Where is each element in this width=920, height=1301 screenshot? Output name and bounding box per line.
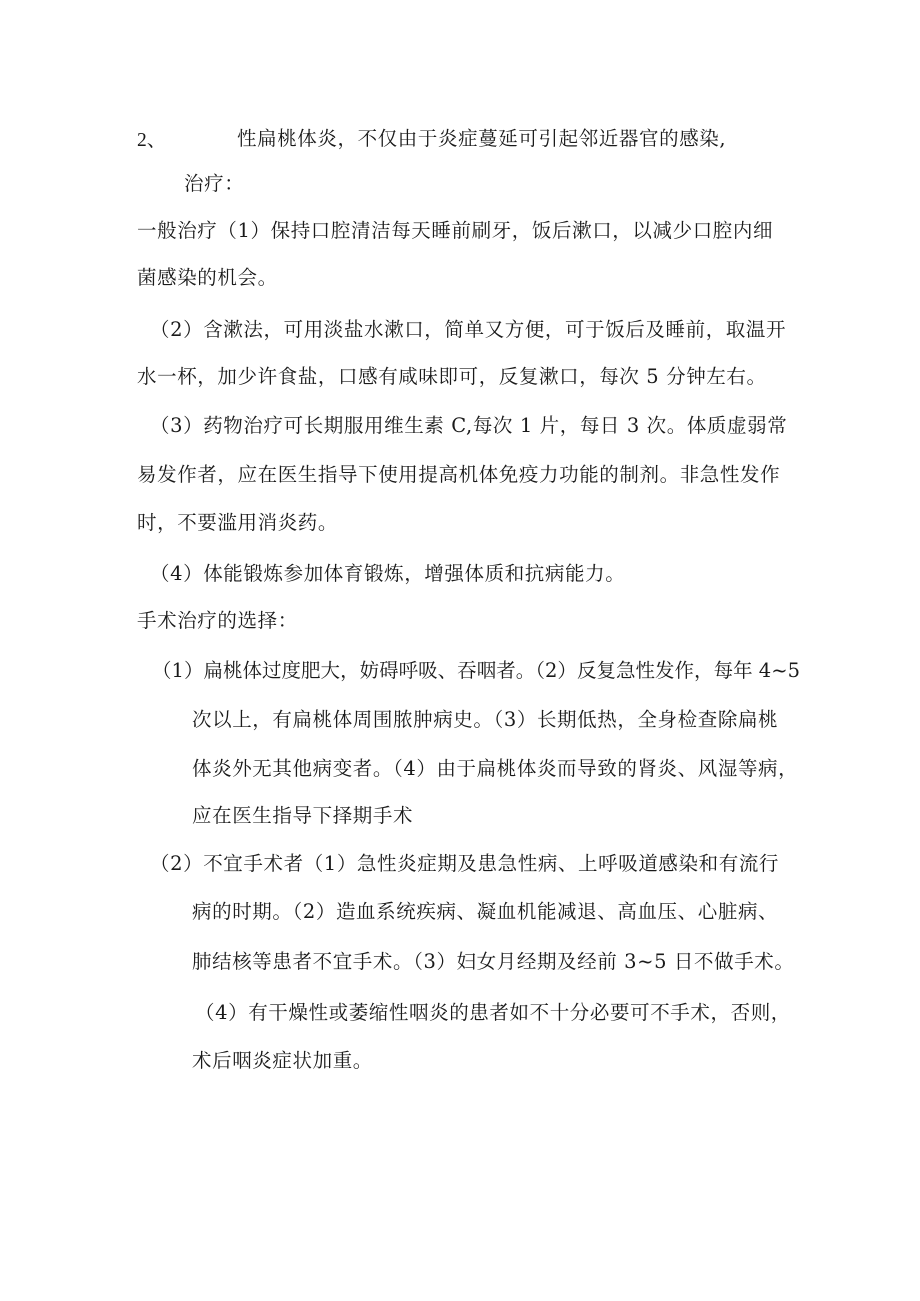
treatment-label: 治疗： (184, 172, 245, 195)
general-item3-line1: （3）药物治疗可长期服用维生素 C,每次 1 片，每日 3 次。体质虚弱常 (150, 414, 788, 437)
general-item4-line1: （4）体能锻炼参加体育锻炼，增强体质和抗病能力。 (150, 562, 626, 585)
surgery-indications-line3: 体炎外无其他病变者。（4）由于扁桃体炎而导致的肾炎、风湿等病， (192, 757, 799, 780)
general-item1-line1: 一般治疗（1）保持口腔清洁每天睡前刷牙，饭后漱口，以减少口腔内细 (137, 219, 774, 242)
surgery-contra-line5: 术后咽炎症状加重。 (192, 1049, 373, 1072)
surgery-indications-line1: （1）扁桃体过度肥大，妨碍呼吸、吞咽者。（2）反复急性发作，每年 4~5 (152, 659, 801, 682)
general-item2-line2: 水一杯，加少许食盐，口感有咸味即可，反复漱口，每次 5 分钟左右。 (137, 365, 767, 388)
surgery-contra-line4: （4）有干燥性或萎缩性咽炎的患者如不十分必要可不手术，否则， (195, 1001, 791, 1024)
general-item1-line2: 菌感染的机会。 (137, 266, 278, 289)
general-item2-line1: （2）含漱法，可用淡盐水漱口，简单又方便，可于饭后及睡前，取温开 (150, 318, 787, 341)
heading-text: 性扁桃体炎，不仅由于炎症蔓延可引起邻近器官的感染, (237, 127, 727, 150)
general-item3-line2: 易发作者，应在医生指导下使用提高机体免疫力功能的制剂。非急性发作 (137, 463, 781, 486)
surgery-contra-line3: 肺结核等患者不宜手术。（3）妇女月经期及经前 3~5 日不做手术。 (192, 950, 795, 973)
surgery-indications-line4: 应在医生指导下择期手术 (192, 804, 414, 827)
surgery-contra-line1: （2）不宜手术者（1）急性炎症期及患急性病、上呼吸道感染和有流行 (150, 852, 780, 875)
surgery-indications-line2: 次以上，有扁桃体周围脓肿病史。（3）长期低热，全身检查除扁桃 (192, 708, 779, 731)
surgery-contra-line2: 病的时期。（2）造血系统疾病、凝血机能减退、高血压、心脏病、 (192, 900, 779, 923)
heading-number: 2、 (137, 130, 167, 151)
general-item3-line3: 时，不要滥用消炎药。 (137, 511, 339, 534)
surgery-label: 手术治疗的选择： (137, 609, 298, 632)
